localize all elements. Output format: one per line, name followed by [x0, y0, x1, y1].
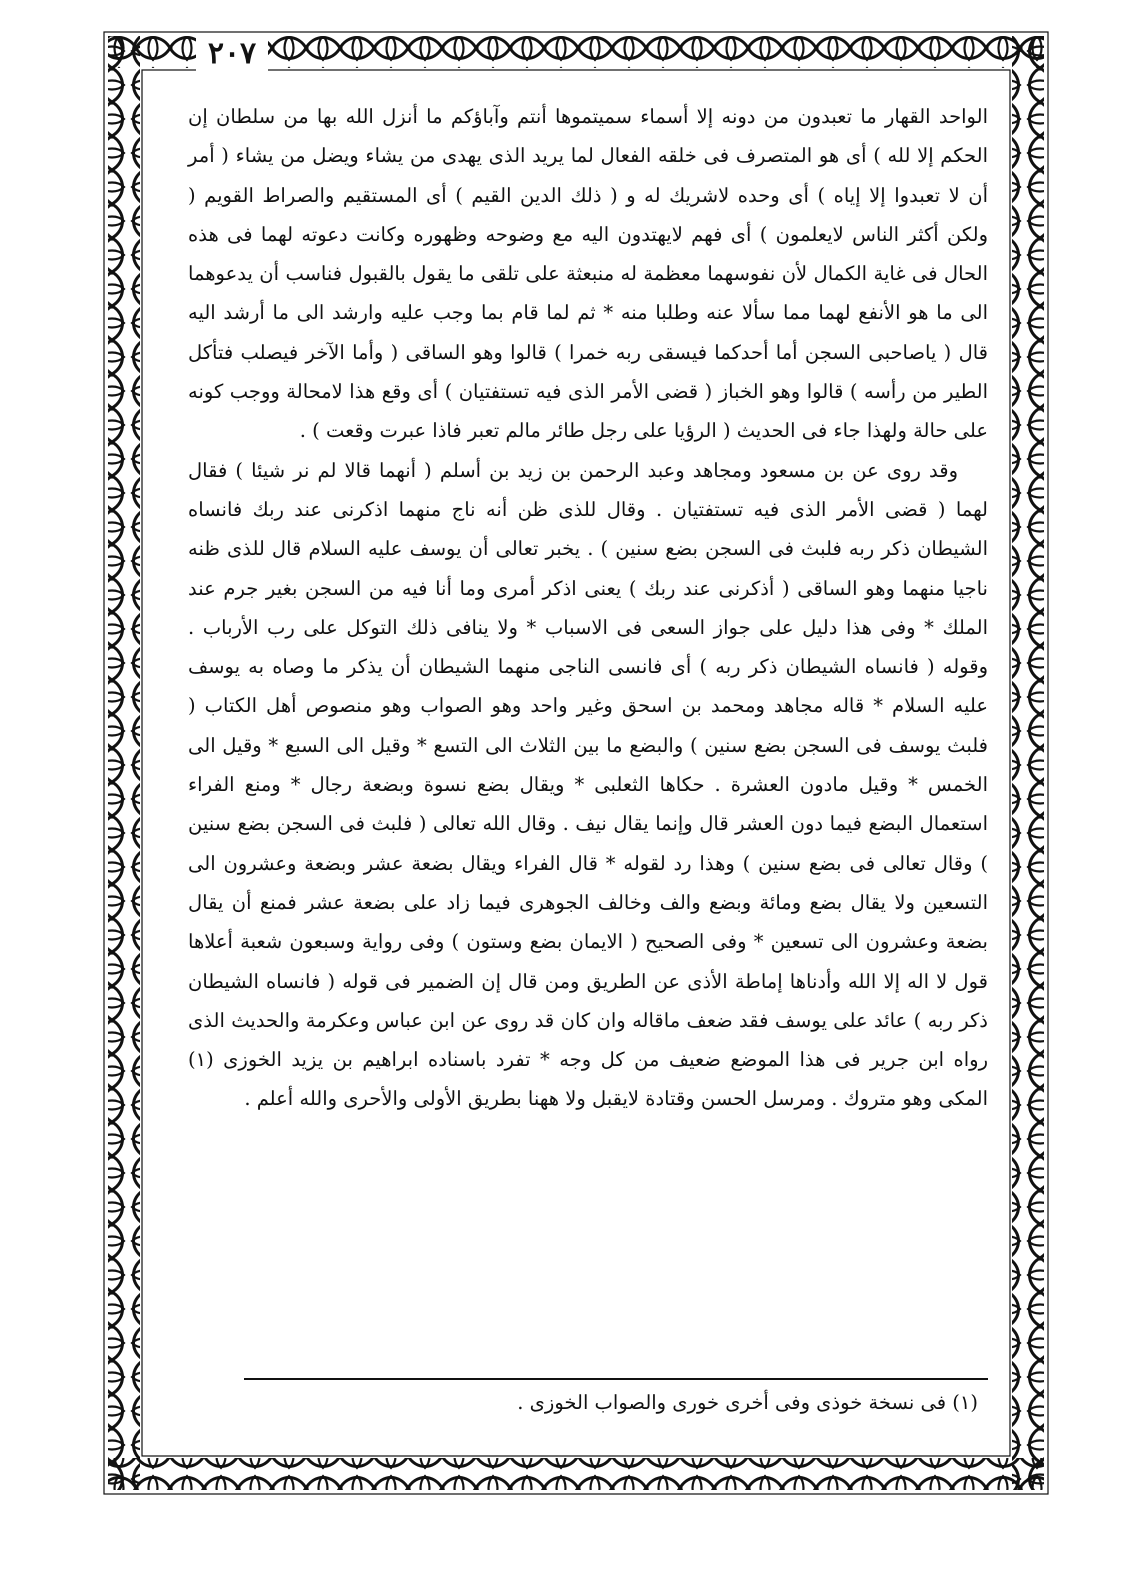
footnote: (١) فى نسخة خوذى وفى أخرى خورى والصواب الخوزى . — [517, 1391, 978, 1414]
body-paragraph: وقد روى عن بن مسعود ومجاهد وعبد الرحمن بن زيد بن أسلم ( أنهما قالا لم نر شيئا ) فقال لهما ( قضى الأمر الذى فيه تستفتيان . وقال للذى ظن أنه ناج منهما اذكرنى عند ربك فانساه الشيطان ذكر ربه فلبث فى السجن بضع سنين ) . يخبر تعالى أن يوسف عليه السلام قال للذى ظنه ناجيا منهما وهو الساقى ( أذكرنى عند ربك ) يعنى اذكر أمرى وما أنا فيه من السجن بغير جرم عند الملك * وفى هذا دليل على جواز السعى فى الاسباب * ولا ينافى ذلك التوكل على رب الأرباب . وقوله ( فانساه الشيطان ذكر ربه ) أى فانسى الناجى منهما الشيطان أن يذكر ما وصاه به يوسف عليه السلام * قاله مجاهد ومحمد بن اسحق وغير واحد وهو الصواب وهو منصوص أهل الكتاب ( فلبث يوسف فى السجن بضع سنين ) والبضع ما بين الثلاث الى التسع * وقيل الى السبع * وقيل الى الخمس * وقيل مادون العشرة . حكاها الثعلبى * ويقال بضع نسوة وبضعة رجال * ومنع الفراء استعمال البضع فيما دون العشر قال وإنما يقال نيف . وقال الله تعالى ( فلبث فى السجن بضع سنين ) وقال تعالى فى بضع سنين ) وهذا رد لقوله * قال الفراء ويقال بضعة عشر وبضعة وعشرون الى التسعين ولا يقال بضع ومائة وبضع والف وخالف الجوهرى فيما زاد على بضعة عشر فمنع أن يقال بضعة وعشرون الى تسعين * وفى الصحيح ( الايمان بضع وستون ) وفى رواية وسبعون شعبة أعلاها قول لا اله إلا الله وأدناها إماطة الأذى عن الطريق ومن قال إن الضمير فى قوله ( فانساه الشيطان ذكر ربه ) عائد على يوسف فقد ضعف ماقاله وان كان قد روى عن ابن عباس وعكرمة والحديث الذى رواه ابن جرير فى هذا الموضع ضعيف من كل وجه * تفرد باسناده ابراهيم بن يزيد الخوزى (١) المكى وهو متروك . ومرسل الحسن وقتادة لايقبل ولا ههنا بطريق الأولى والأحرى والله أعلم . — [188, 458, 988, 1111]
page-number: ٢٠٧ — [196, 34, 268, 74]
footnote-divider — [244, 1378, 988, 1380]
body-paragraph: الواحد القهار ما تعبدون من دونه إلا أسماء سميتموها أنتم وآباؤكم ما أنزل الله بها من سلطان إن الحكم إلا لله ) أى هو المتصرف فى خلقه الفعال لما يريد الذى يهدى من يشاء ويضل من يشاء ( أمر أن لا تعبدوا إلا إياه ) أى وحده لاشريك له و ( ذلك الدين القيم ) أى المستقيم والصراط القويم ( ولكن أكثر الناس لايعلمون ) أى فهم لايهتدون اليه مع وضوحه وظهوره وكانت دعوته لهما فى هذه الحال فى غاية الكمال لأن نفوسهما معظمة له منبعثة على تلقى ما يقول بالقبول فناسب أن يدعوهما الى ما هو الأنفع لهما مما سألا عنه وطلبا منه * ثم لما قام بما وجب عليه وارشد الى ما أرشد اليه قال ( ياصاحبى السجن أما أحدكما فيسقى ربه خمرا ) قالوا وهو الساقى ( وأما الآخر فيصلب فتأكل الطير من رأسه ) قالوا وهو الخباز ( قضى الأمر الذى فيه تستفتيان ) أى وقع هذا لامحالة ووجب كونه على حالة ولهذا جاء فى الحديث ( الرؤيا على رجل طائر مالم تعبر فاذا عبرت وقعت ) . — [188, 105, 988, 443]
page-body — [188, 97, 988, 1119]
